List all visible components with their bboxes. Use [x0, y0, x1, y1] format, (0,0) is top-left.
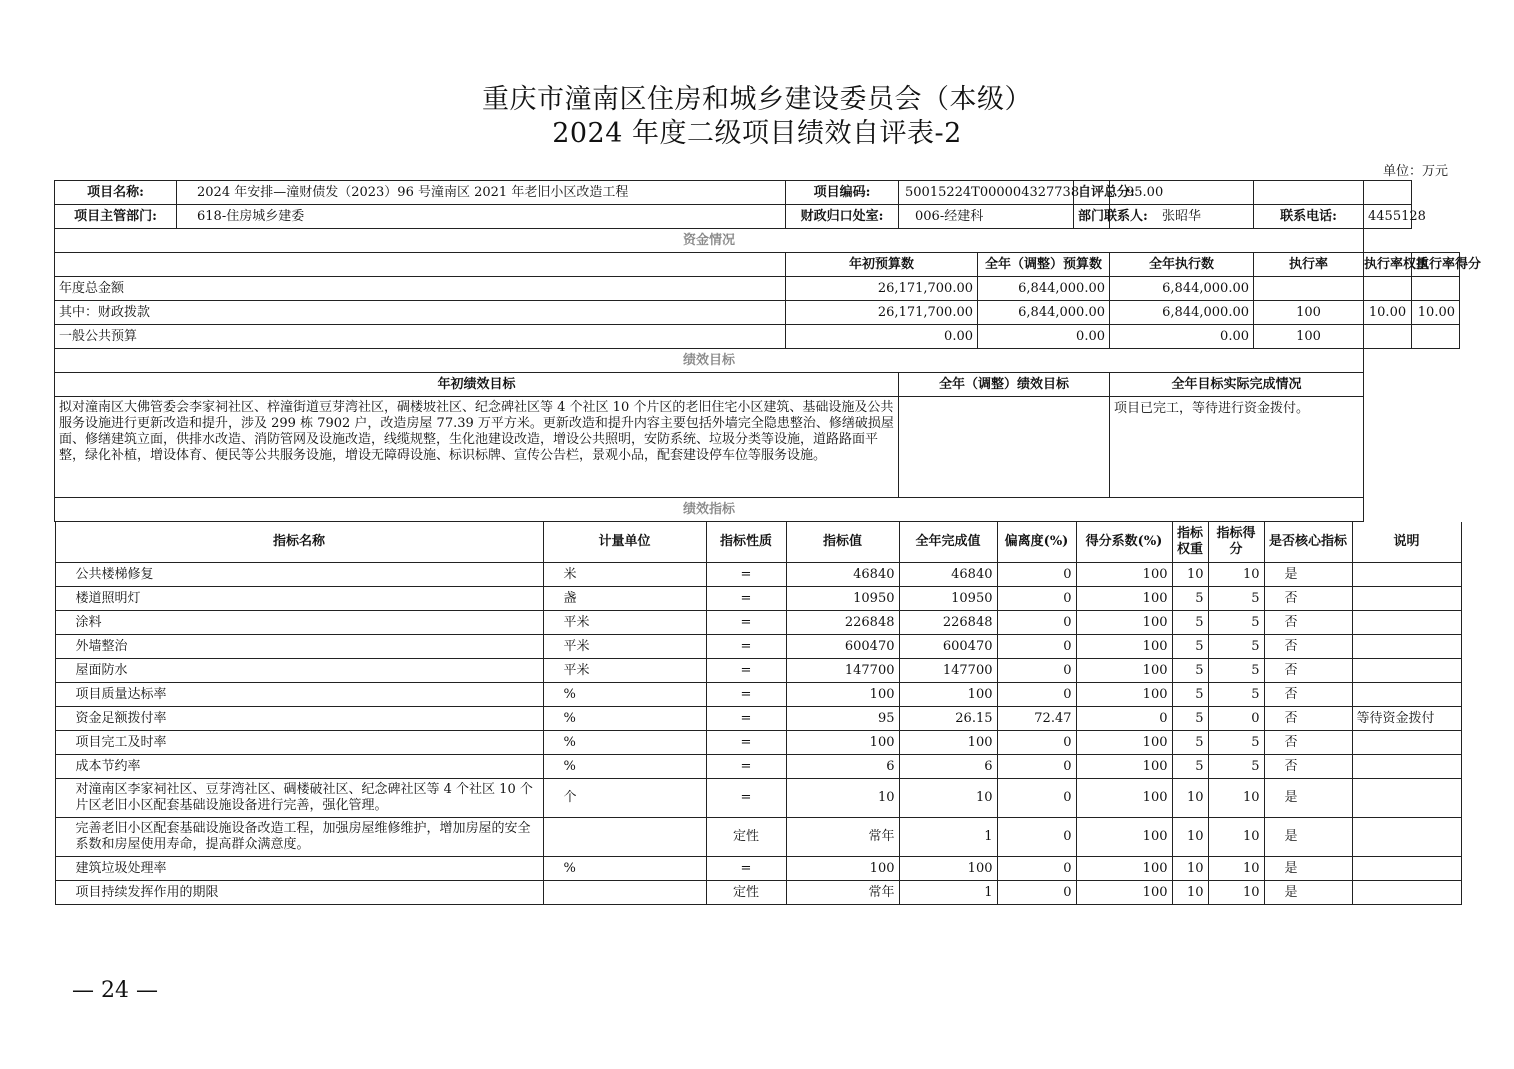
- phone-label: 联系电话:: [1254, 205, 1364, 229]
- indicator-score: 5: [1208, 755, 1264, 779]
- phone-value: 4455128: [1364, 205, 1412, 229]
- indicator-deviation: 0: [997, 635, 1076, 659]
- indicator-name: 完善老旧小区配套基础设施设备改造工程，加强房屋维修维护，增加房屋的安全系数和房屋使用寿命，提高群众满意度。: [55, 818, 543, 857]
- funds-exec-rate: 100: [1254, 325, 1364, 349]
- funds-initial-budget: 0.00: [786, 325, 978, 349]
- indicator-score: 10: [1208, 857, 1264, 881]
- indicator-name: 成本节约率: [55, 755, 543, 779]
- indicators-header-row: [55, 522, 1461, 563]
- indicator-core: 否: [1264, 683, 1352, 707]
- indicator-target: 10950: [786, 587, 899, 611]
- contact-label: 部门联系人:: [1074, 205, 1110, 229]
- funds-row: [55, 277, 1460, 301]
- indicator-weight: 5: [1172, 707, 1208, 731]
- total-score: 95.00: [1110, 181, 1254, 205]
- indicator-core: 是: [1264, 563, 1352, 587]
- goals-col-header: 全年（调整）绩效目标: [899, 373, 1110, 397]
- funds-adjusted-budget: 6,844,000.00: [978, 301, 1110, 325]
- contact-value: 张昭华: [1110, 205, 1254, 229]
- goals-section-title: 绩效目标: [55, 349, 1364, 373]
- indicator-coefficient: 100: [1076, 857, 1172, 881]
- goals-content-row: [55, 397, 1460, 498]
- indicator-note: [1352, 683, 1461, 707]
- indicator-target: 常年: [786, 818, 899, 857]
- adjusted-goal-text: [899, 397, 1110, 498]
- indicator-deviation: 0: [997, 779, 1076, 818]
- goals-col-header: 年初绩效目标: [55, 373, 899, 397]
- indicator-unit: %: [543, 857, 706, 881]
- indicator-core: 否: [1264, 659, 1352, 683]
- indicator-score: 5: [1208, 587, 1264, 611]
- document-title: 重庆市潼南区住房和城乡建设委员会（本级）: [482, 84, 1032, 115]
- project-name-label: 项目名称:: [55, 181, 177, 205]
- indicators-section-title: 绩效指标: [55, 498, 1364, 522]
- indicator-name: 项目持续发挥作用的期限: [55, 881, 543, 905]
- funds-executed: 6,844,000.00: [1110, 277, 1254, 301]
- indicator-deviation: 0: [997, 587, 1076, 611]
- indicator-score: 10: [1208, 779, 1264, 818]
- funds-row: [55, 301, 1460, 325]
- project-code-label: 项目编码:: [786, 181, 899, 205]
- indicator-coefficient: 100: [1076, 818, 1172, 857]
- indicator-score: 10: [1208, 818, 1264, 857]
- funds-col-header: 年初预算数: [786, 253, 978, 277]
- funds-header-row: [55, 253, 1460, 277]
- indicator-row: [55, 563, 1461, 587]
- indicator-row: [55, 659, 1461, 683]
- indicator-deviation: 0: [997, 683, 1076, 707]
- indicator-row: [55, 779, 1461, 818]
- indicator-note: [1352, 587, 1461, 611]
- indicator-nature: =: [706, 587, 786, 611]
- indicators-col-header: 全年完成值: [899, 522, 997, 563]
- indicator-target: 6: [786, 755, 899, 779]
- indicators-col-header: 是否核心指标: [1264, 522, 1352, 563]
- indicator-coefficient: 100: [1076, 611, 1172, 635]
- funds-row: [55, 325, 1460, 349]
- indicator-nature: 定性: [706, 818, 786, 857]
- indicator-done: 100: [899, 731, 997, 755]
- indicator-core: 是: [1264, 779, 1352, 818]
- indicator-unit: [543, 881, 706, 905]
- indicator-weight: 5: [1172, 731, 1208, 755]
- indicator-note: [1352, 635, 1461, 659]
- indicator-note: [1352, 857, 1461, 881]
- indicator-coefficient: 0: [1076, 707, 1172, 731]
- funds-exec-score: [1412, 277, 1460, 301]
- indicator-deviation: 0: [997, 659, 1076, 683]
- indicator-coefficient: 100: [1076, 635, 1172, 659]
- indicator-target: 100: [786, 857, 899, 881]
- indicator-coefficient: 100: [1076, 659, 1172, 683]
- indicator-row: [55, 857, 1461, 881]
- funds-row-name: 其中：财政拨款: [55, 301, 786, 325]
- indicator-done: 100: [899, 857, 997, 881]
- indicator-deviation: 0: [997, 818, 1076, 857]
- funds-col-header: 执行率: [1254, 253, 1364, 277]
- indicator-core: 是: [1264, 881, 1352, 905]
- indicator-nature: =: [706, 779, 786, 818]
- dept-label: 项目主管部门:: [55, 205, 177, 229]
- indicators-col-header: 得分系数(%): [1076, 522, 1172, 563]
- indicator-core: 否: [1264, 731, 1352, 755]
- funds-exec-score: [1412, 325, 1460, 349]
- indicator-note: [1352, 563, 1461, 587]
- indicator-core: 否: [1264, 755, 1352, 779]
- funds-exec-rate: [1254, 277, 1364, 301]
- indicator-coefficient: 100: [1076, 881, 1172, 905]
- indicator-core: 否: [1264, 611, 1352, 635]
- indicator-row: [55, 587, 1461, 611]
- indicator-coefficient: 100: [1076, 587, 1172, 611]
- header-row-1: [55, 181, 1460, 205]
- actual-completion-text: 项目已完工，等待进行资金拨付。: [1110, 397, 1364, 498]
- indicator-target: 100: [786, 683, 899, 707]
- indicator-weight: 5: [1172, 611, 1208, 635]
- evaluation-table: [54, 180, 1482, 905]
- indicator-note: [1352, 818, 1461, 857]
- indicator-row: [55, 611, 1461, 635]
- indicator-done: 10950: [899, 587, 997, 611]
- initial-goal-text: 拟对潼南区大佛管委会李家祠社区、梓潼街道豆芽湾社区，碉楼坡社区、纪念碑社区等 4 个社区 10 个片区的老旧住宅小区建筑、基础设施及公共服务设施进行更新改造和提升，涉及 299 栋 7902 户，改造房屋 77.39 万平方米。更新改造和提升内容主要包括外墙完全隐患整治、修缮破损屋面、修缮建筑立面，供排水改造、消防管网及设施改造，线缆规整，生化池建设改造，增设公共照明，安防系统、垃圾分类等设施，道路路面平整，绿化补植，增设体育、便民等公共服务设施，增设无障碍设施、标识标牌、宣传公告栏，景观小品，配套建设停车位等服务设施。: [55, 397, 899, 498]
- indicator-done: 10: [899, 779, 997, 818]
- funds-row-name: 年度总金额: [55, 277, 786, 301]
- funds-exec-score: 10.00: [1412, 301, 1460, 325]
- indicator-row: [55, 818, 1461, 857]
- indicator-coefficient: 100: [1076, 563, 1172, 587]
- indicators-col-header: 指标得分: [1208, 522, 1264, 563]
- indicator-target: 100: [786, 731, 899, 755]
- indicator-row: [55, 755, 1461, 779]
- indicator-score: 5: [1208, 611, 1264, 635]
- indicator-deviation: 0: [997, 755, 1076, 779]
- indicator-weight: 10: [1172, 818, 1208, 857]
- indicator-core: 是: [1264, 818, 1352, 857]
- funds-initial-budget: 26,171,700.00: [786, 301, 978, 325]
- indicator-name: 资金足额拨付率: [55, 707, 543, 731]
- indicators-col-header: 指标性质: [706, 522, 786, 563]
- indicator-deviation: 0: [997, 881, 1076, 905]
- funds-executed: 0.00: [1110, 325, 1254, 349]
- indicator-deviation: 72.47: [997, 707, 1076, 731]
- indicator-target: 46840: [786, 563, 899, 587]
- indicator-target: 226848: [786, 611, 899, 635]
- funds-col-header: 全年执行数: [1110, 253, 1254, 277]
- project-code: 50015224T000004327738: [899, 181, 1074, 205]
- indicator-weight: 5: [1172, 635, 1208, 659]
- indicator-done: 600470: [899, 635, 997, 659]
- indicator-unit: 米: [543, 563, 706, 587]
- indicator-target: 95: [786, 707, 899, 731]
- funds-adjusted-budget: 0.00: [978, 325, 1110, 349]
- indicator-deviation: 0: [997, 563, 1076, 587]
- indicator-row: [55, 731, 1461, 755]
- indicator-target: 147700: [786, 659, 899, 683]
- indicator-coefficient: 100: [1076, 779, 1172, 818]
- indicator-nature: 定性: [706, 881, 786, 905]
- indicator-core: 否: [1264, 707, 1352, 731]
- indicator-unit: 个: [543, 779, 706, 818]
- indicator-weight: 10: [1172, 857, 1208, 881]
- indicator-row: [55, 635, 1461, 659]
- indicators-col-header: 说明: [1352, 522, 1461, 563]
- indicator-nature: =: [706, 731, 786, 755]
- indicator-unit: %: [543, 683, 706, 707]
- indicator-nature: =: [706, 857, 786, 881]
- indicator-nature: =: [706, 683, 786, 707]
- indicator-core: 否: [1264, 635, 1352, 659]
- indicators-col-header: 偏离度(%): [997, 522, 1076, 563]
- indicator-unit: [543, 818, 706, 857]
- funds-adjusted-budget: 6,844,000.00: [978, 277, 1110, 301]
- header-row-2: [55, 205, 1460, 229]
- indicator-score: 10: [1208, 881, 1264, 905]
- funds-col-header: 执行率权重: [1364, 253, 1412, 277]
- dept-value: 618-住房城乡建委: [177, 205, 786, 229]
- indicator-weight: 5: [1172, 659, 1208, 683]
- indicator-unit: 平米: [543, 611, 706, 635]
- indicator-deviation: 0: [997, 611, 1076, 635]
- indicator-unit: %: [543, 707, 706, 731]
- indicator-nature: =: [706, 611, 786, 635]
- indicator-name: 外墙整治: [55, 635, 543, 659]
- indicator-weight: 5: [1172, 683, 1208, 707]
- indicator-note: [1352, 779, 1461, 818]
- indicator-deviation: 0: [997, 857, 1076, 881]
- funds-col-header: 全年（调整）预算数: [978, 253, 1110, 277]
- indicator-done: 1: [899, 881, 997, 905]
- indicators-container: [55, 522, 1435, 906]
- indicator-note: [1352, 659, 1461, 683]
- indicators-col-header: 计量单位: [543, 522, 706, 563]
- funds-exec-rate: 100: [1254, 301, 1364, 325]
- indicators-col-header: 指标名称: [55, 522, 543, 563]
- indicator-row: [55, 707, 1461, 731]
- indicator-name: 项目完工及时率: [55, 731, 543, 755]
- indicator-nature: =: [706, 563, 786, 587]
- indicator-unit: %: [543, 755, 706, 779]
- indicators-col-header: 指标权重: [1172, 522, 1208, 563]
- indicator-score: 0: [1208, 707, 1264, 731]
- indicator-target: 600470: [786, 635, 899, 659]
- funds-exec-weight: [1364, 277, 1412, 301]
- indicator-score: 5: [1208, 659, 1264, 683]
- indicator-weight: 5: [1172, 587, 1208, 611]
- indicator-score: 5: [1208, 683, 1264, 707]
- indicator-done: 147700: [899, 659, 997, 683]
- indicator-weight: 5: [1172, 755, 1208, 779]
- indicator-coefficient: 100: [1076, 755, 1172, 779]
- document-subtitle: 2024 年度二级项目绩效自评表-2: [552, 118, 962, 149]
- score-label: 自评总分:: [1074, 181, 1110, 205]
- indicator-nature: =: [706, 659, 786, 683]
- goals-col-header: 全年目标实际完成情况: [1110, 373, 1364, 397]
- funds-exec-weight: 10.00: [1364, 301, 1412, 325]
- indicator-weight: 10: [1172, 881, 1208, 905]
- indicators-table: [55, 522, 1462, 905]
- indicator-unit: 平米: [543, 635, 706, 659]
- indicator-name: 项目质量达标率: [55, 683, 543, 707]
- finance-label: 财政归口处室:: [786, 205, 899, 229]
- finance-value: 006-经建科: [899, 205, 1074, 229]
- indicator-name: 屋面防水: [55, 659, 543, 683]
- indicator-unit: 平米: [543, 659, 706, 683]
- indicator-done: 6: [899, 755, 997, 779]
- indicator-core: 否: [1264, 587, 1352, 611]
- funds-exec-weight: [1364, 325, 1412, 349]
- indicator-done: 100: [899, 683, 997, 707]
- indicator-done: 1: [899, 818, 997, 857]
- funds-initial-budget: 26,171,700.00: [786, 277, 978, 301]
- unit-label: 单位：万元: [1383, 164, 1449, 179]
- funds-section-title: 资金情况: [55, 229, 1364, 253]
- indicator-unit: %: [543, 731, 706, 755]
- indicator-target: 10: [786, 779, 899, 818]
- indicator-score: 10: [1208, 563, 1264, 587]
- indicator-note: [1352, 611, 1461, 635]
- page-number: — 24 —: [72, 978, 158, 1003]
- indicator-done: 226848: [899, 611, 997, 635]
- funds-row-name: 一般公共预算: [55, 325, 786, 349]
- indicator-name: 公共楼梯修复: [55, 563, 543, 587]
- indicator-note: [1352, 731, 1461, 755]
- funds-col-header: 执行率得分: [1412, 253, 1460, 277]
- indicators-col-header: 指标值: [786, 522, 899, 563]
- indicator-weight: 10: [1172, 779, 1208, 818]
- indicator-row: [55, 881, 1461, 905]
- indicator-nature: =: [706, 755, 786, 779]
- indicator-name: 涂料: [55, 611, 543, 635]
- indicator-name: 建筑垃圾处理率: [55, 857, 543, 881]
- indicator-done: 26.15: [899, 707, 997, 731]
- indicator-nature: =: [706, 635, 786, 659]
- indicator-nature: =: [706, 707, 786, 731]
- indicator-done: 46840: [899, 563, 997, 587]
- indicator-deviation: 0: [997, 731, 1076, 755]
- indicator-score: 5: [1208, 731, 1264, 755]
- indicator-row: [55, 683, 1461, 707]
- indicator-name: 对潼南区李家祠社区、豆芽湾社区、碉楼破社区、纪念碑社区等 4 个社区 10 个片区老旧小区配套基础设施设备进行完善，强化管理。: [55, 779, 543, 818]
- indicator-target: 常年: [786, 881, 899, 905]
- indicator-weight: 10: [1172, 563, 1208, 587]
- indicator-coefficient: 100: [1076, 731, 1172, 755]
- indicator-unit: 盏: [543, 587, 706, 611]
- indicator-coefficient: 100: [1076, 683, 1172, 707]
- indicator-note: 等待资金拨付: [1352, 707, 1461, 731]
- indicator-core: 是: [1264, 857, 1352, 881]
- goals-header-row: [55, 373, 1460, 397]
- indicator-name: 楼道照明灯: [55, 587, 543, 611]
- indicator-note: [1352, 881, 1461, 905]
- indicator-note: [1352, 755, 1461, 779]
- funds-executed: 6,844,000.00: [1110, 301, 1254, 325]
- project-name: 2024 年安排—潼财债发（2023）96 号潼南区 2021 年老旧小区改造工程: [177, 181, 786, 205]
- indicator-score: 5: [1208, 635, 1264, 659]
